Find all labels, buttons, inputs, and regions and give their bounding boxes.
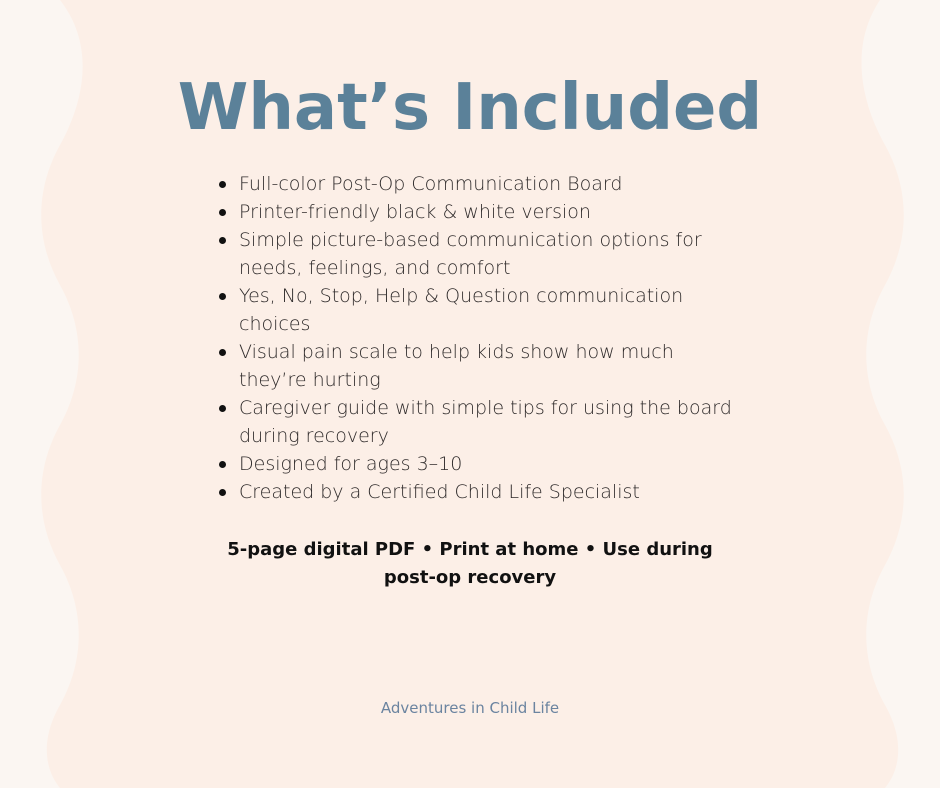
bullet-icon (219, 209, 226, 216)
feature-list (218, 170, 738, 506)
list-item (218, 394, 738, 450)
feature-text: Yes, No, Stop, Help & Question communication choices (239, 285, 684, 335)
bullet-icon (219, 293, 226, 300)
bullet-icon (219, 489, 226, 496)
bullet-icon (219, 349, 226, 356)
feature-text: Full-color Post-Op Communication Board (239, 173, 623, 195)
feature-text: Designed for ages 3–10 (239, 453, 463, 475)
list-item (218, 478, 738, 506)
feature-text: Caregiver guide with simple tips for using the board during recovery (239, 397, 732, 447)
list-item (218, 338, 738, 394)
list-item (218, 282, 738, 338)
list-item (218, 450, 738, 478)
list-item (218, 170, 738, 198)
product-summary: 5-page digital PDF • Print at home • Use during post-op recovery (227, 539, 713, 588)
page-title: What’s Included (177, 71, 763, 145)
list-item (218, 198, 738, 226)
bullet-icon (219, 461, 226, 468)
footer-brand: Adventures in Child Life (380, 699, 560, 717)
bullet-icon (219, 405, 226, 412)
bullet-icon (219, 181, 226, 188)
bullet-icon (219, 237, 226, 244)
feature-text: Visual pain scale to help kids show how much they’re hurting (239, 341, 674, 391)
list-item (218, 226, 738, 282)
feature-text: Created by a Certified Child Life Specialist (239, 481, 640, 503)
feature-text: Printer-friendly black & white version (239, 201, 591, 223)
feature-text: Simple picture-based communication options for needs, feelings, and comfort (239, 229, 702, 279)
